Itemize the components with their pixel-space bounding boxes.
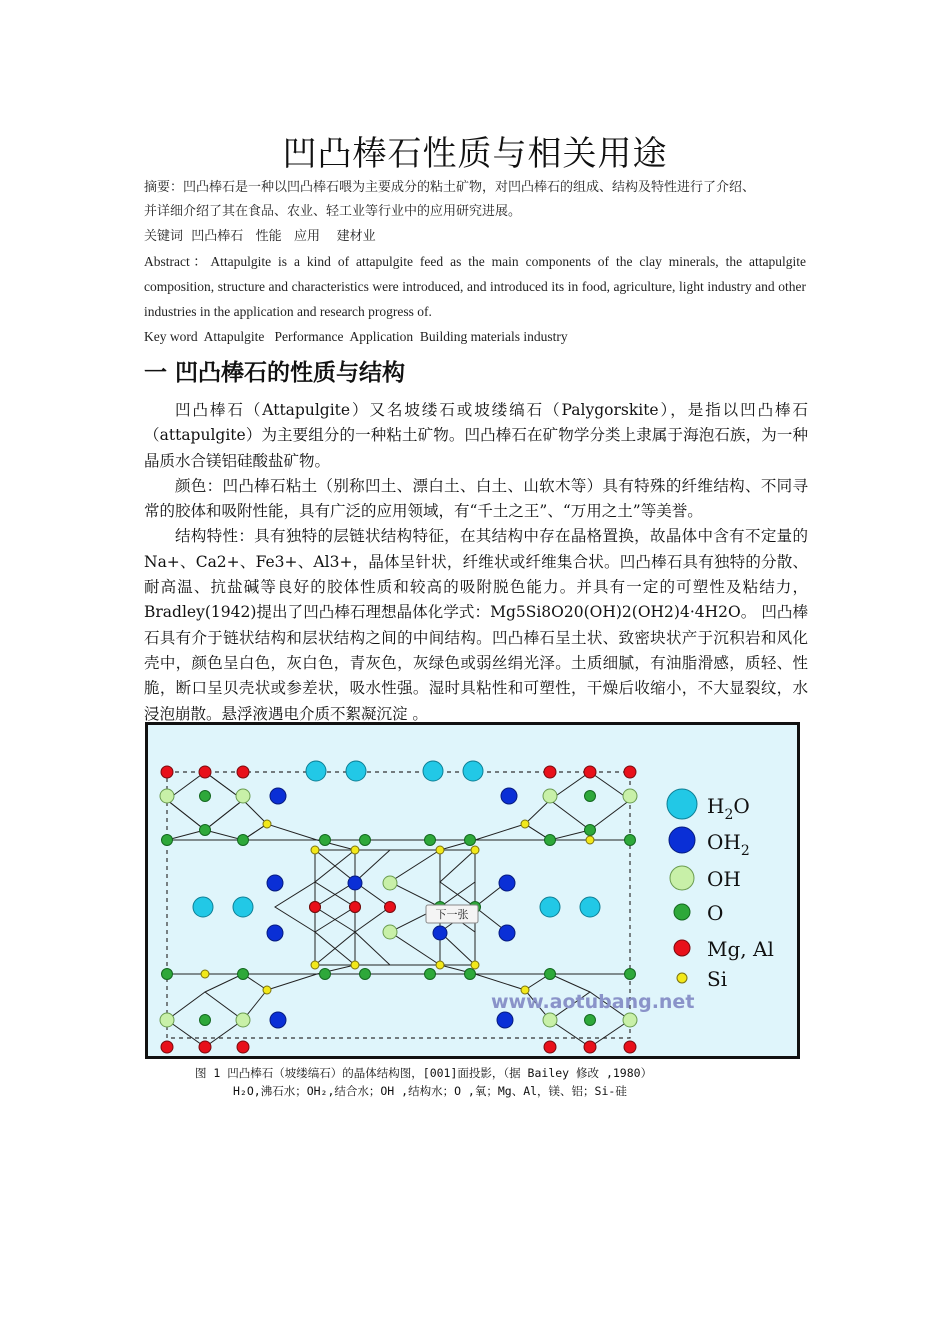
paragraph-structure: 结构特性：具有独特的层链状结构特征，在其结构中存在晶格置换，故晶体中含有不定量的Na+、Ca2+、Fe3+、Al3+，晶体呈针状，纤维状或纤维集合状。凹凸棒石具有独特的分散、耐高温、抗盐碱等良好的胶体性质和较高的吸附脱色能力。并具有一定的可塑性及粘结力，Bradley(1942)提出了凹凸棒石理想晶体化学式：Mg5Si8O20(OH)2(OH2)4·4H2O。 凹凸棒石具有介于链状结构和层状结构之间的中间结构。凹凸棒石呈土状、致密块状产于沉积岩和风化壳中，颜色呈白色，灰白色，青灰色，灰绿色或弱丝绢光泽。土质细腻，有油脂滑感，质轻、性脆，断口呈贝壳状或参差状，吸水性强。湿时具粘性和可塑性，干燥后收缩小，不大显裂纹，水浸泡崩散。悬浮液遇电介质不絮凝沉淀 。 bbox=[144, 527, 808, 723]
legend-si: Si bbox=[707, 967, 728, 991]
figure-caption-line2: H₂O,沸石水；OH₂,结合水；OH ,结构水；O ,氧；Mg、Al，镁、铝；Si-硅 bbox=[233, 1084, 627, 1098]
keywords-cn: 关键词 凹凸棒石 性能 应用 建材业 bbox=[144, 229, 376, 244]
abstract-cn-line2: 并详细介绍了其在食品、农业、轻工业等行业中的应用研究进展。 bbox=[144, 204, 522, 219]
abstract-en: Abstract：Attapulgite is a kind of attapulgite feed as the main components of the clay minerals, the attapulgite composition, structure and characteristics were introduced, and introduced its in food, agriculture, light industry and other industries in the application and research progress of. bbox=[144, 254, 806, 319]
crystal-structure-figure bbox=[145, 722, 800, 1059]
legend-mg-al: Mg, Al bbox=[707, 937, 774, 961]
legend-h2o: $H_2O$ bbox=[707, 794, 750, 823]
paragraph-color: 颜色：凹凸棒石粘土（别称凹土、漂白土、白土、山软木等）具有特殊的纤维结构、不同寻常的胶体和吸附性能，具有广泛的应用领域，有“千土之王”、“万用之土”等美誉。 bbox=[144, 476, 808, 521]
keywords-en: Key word Attapulgite Performance Application Building materials industry bbox=[144, 329, 568, 344]
paragraph-definition: 凹凸棒石（Attapulgite）又名坡缕石或坡缕缟石（Palygorskite），是指以凹凸棒石（attapulgite）为主要组分的一种粘土矿物。凹凸棒石在矿物学分类上隶属于海泡石族，为一种晶质水合镁铝硅酸盐矿物。 bbox=[144, 401, 808, 470]
watermark-text: www.aotubang.net bbox=[491, 991, 695, 1013]
page-title: 凹凸棒石性质与相关用途 bbox=[282, 134, 668, 174]
legend-oh: OH bbox=[707, 867, 741, 891]
body-text bbox=[144, 398, 808, 727]
section-heading: 一 凹凸棒石的性质与结构 bbox=[144, 359, 406, 386]
legend-oh2: $OH_2$ bbox=[707, 830, 750, 859]
abstract-cn-line1: 摘要：凹凸棒石是一种以凹凸棒石喂为主要成分的粘土矿物，对凹凸棒石的组成、结构及特性进行了介绍、 bbox=[144, 180, 756, 195]
legend-o: O bbox=[707, 901, 724, 925]
figure-caption-line1: 图 1 凹凸棒石（坡缕缟石）的晶体结构图，[001]面投影，（据 Bailey 修改 ,1980） bbox=[195, 1066, 653, 1080]
next-image-tooltip[interactable] bbox=[426, 905, 478, 923]
tooltip-text: 下一张 bbox=[435, 908, 469, 921]
